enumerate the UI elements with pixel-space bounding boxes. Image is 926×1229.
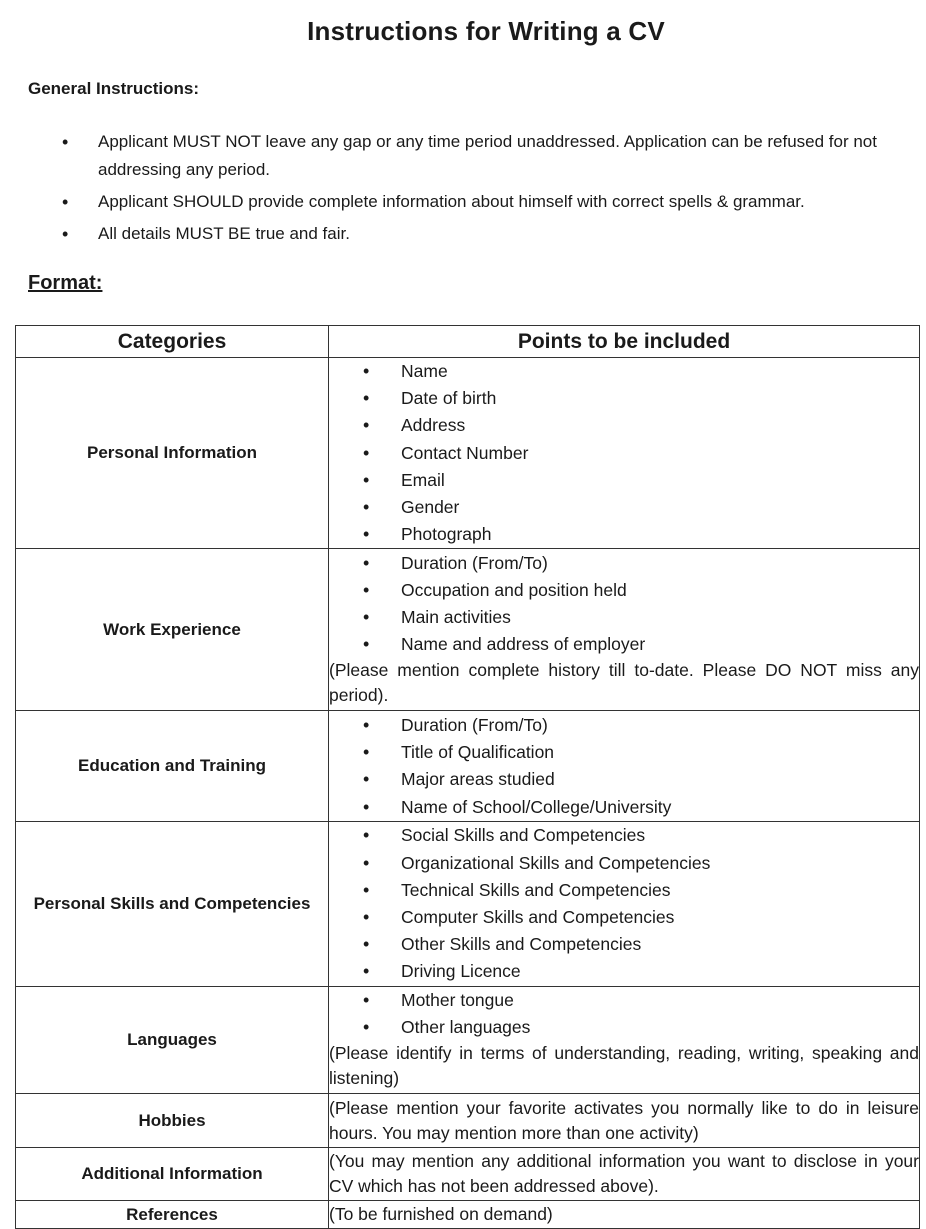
category-cell: Hobbies [16,1094,329,1148]
points-list [329,550,919,659]
points-cell [329,1148,920,1201]
list-item: • Contact Number [329,440,919,467]
general-instruction-item: • Applicant SHOULD provide complete information about himself with correct spells & grammar. [0,188,926,216]
list-item: • Technical Skills and Competencies [329,877,919,904]
category-cell: Work Experience [16,549,329,711]
points-cell [329,1201,920,1229]
list-item: • Date of birth [329,385,919,412]
list-item: • Duration (From/To) [329,712,919,739]
points-cell [329,1094,920,1148]
points-list [329,712,919,821]
row-note: (Please identify in terms of understanding, reading, writing, speaking and listening) [329,1043,919,1089]
document-title: Instructions for Writing a CV [307,16,665,46]
category-cell: Additional Information [16,1148,329,1201]
cv-format-table [15,325,920,1229]
points-cell [329,549,920,711]
list-item: • Photograph [329,521,919,548]
row-note: (You may mention any additional information you want to disclose in your CV which has not been addressed above). [329,1151,919,1197]
points-list [329,987,919,1041]
row-note: (Please mention your favorite activates you normally like to do in leisure hours. You may mention more than one activity) [329,1097,919,1143]
table-row [16,986,920,1093]
list-item: • Other Skills and Competencies [329,931,919,958]
list-item: • Title of Qualification [329,739,919,766]
general-instruction-item: • All details MUST BE true and fair. [0,220,926,248]
table-row [16,549,920,711]
list-item: • Computer Skills and Competencies [329,904,919,931]
general-instructions-heading: General Instructions: [28,79,199,98]
table-row [16,1094,920,1148]
row-note: (Please mention complete history till to-date. Please DO NOT miss any period). [329,660,919,706]
list-item: • Social Skills and Competencies [329,822,919,849]
list-item: • Mother tongue [329,987,919,1014]
list-item: • Gender [329,494,919,521]
table-row [16,822,920,986]
points-cell [329,358,920,549]
category-cell: References [16,1201,329,1229]
category-cell: Education and Training [16,711,329,822]
list-item: • Address [329,412,919,439]
general-instructions-list [0,128,926,252]
points-list [329,822,919,985]
format-heading: Format: [28,272,103,294]
list-item: • Major areas studied [329,766,919,793]
list-item: • Organizational Skills and Competencies [329,850,919,877]
list-item: • Duration (From/To) [329,550,919,577]
list-item: • Name of School/College/University [329,794,919,821]
list-item: • Name and address of employer [329,631,919,658]
general-instruction-item: • Applicant MUST NOT leave any gap or any time period unaddressed. Application can be refused for not addressing any period. [0,128,926,184]
column-header-categories: Categories [16,326,329,358]
row-note: (To be furnished on demand) [329,1204,553,1225]
points-list [329,358,919,548]
list-item: • Name [329,358,919,385]
list-item: • Driving Licence [329,958,919,985]
points-cell [329,711,920,822]
table-row [16,1148,920,1201]
category-cell: Personal Skills and Competencies [16,822,329,986]
category-cell: Personal Information [16,358,329,549]
list-item: • Email [329,467,919,494]
table-row [16,1201,920,1229]
table-row [16,711,920,822]
table-row [16,358,920,549]
points-cell [329,822,920,986]
column-header-points: Points to be included [329,326,920,358]
list-item: • Other languages [329,1014,919,1041]
list-item: • Main activities [329,604,919,631]
points-cell [329,986,920,1093]
list-item: • Occupation and position held [329,577,919,604]
table-header-row [16,326,920,358]
category-cell: Languages [16,986,329,1093]
